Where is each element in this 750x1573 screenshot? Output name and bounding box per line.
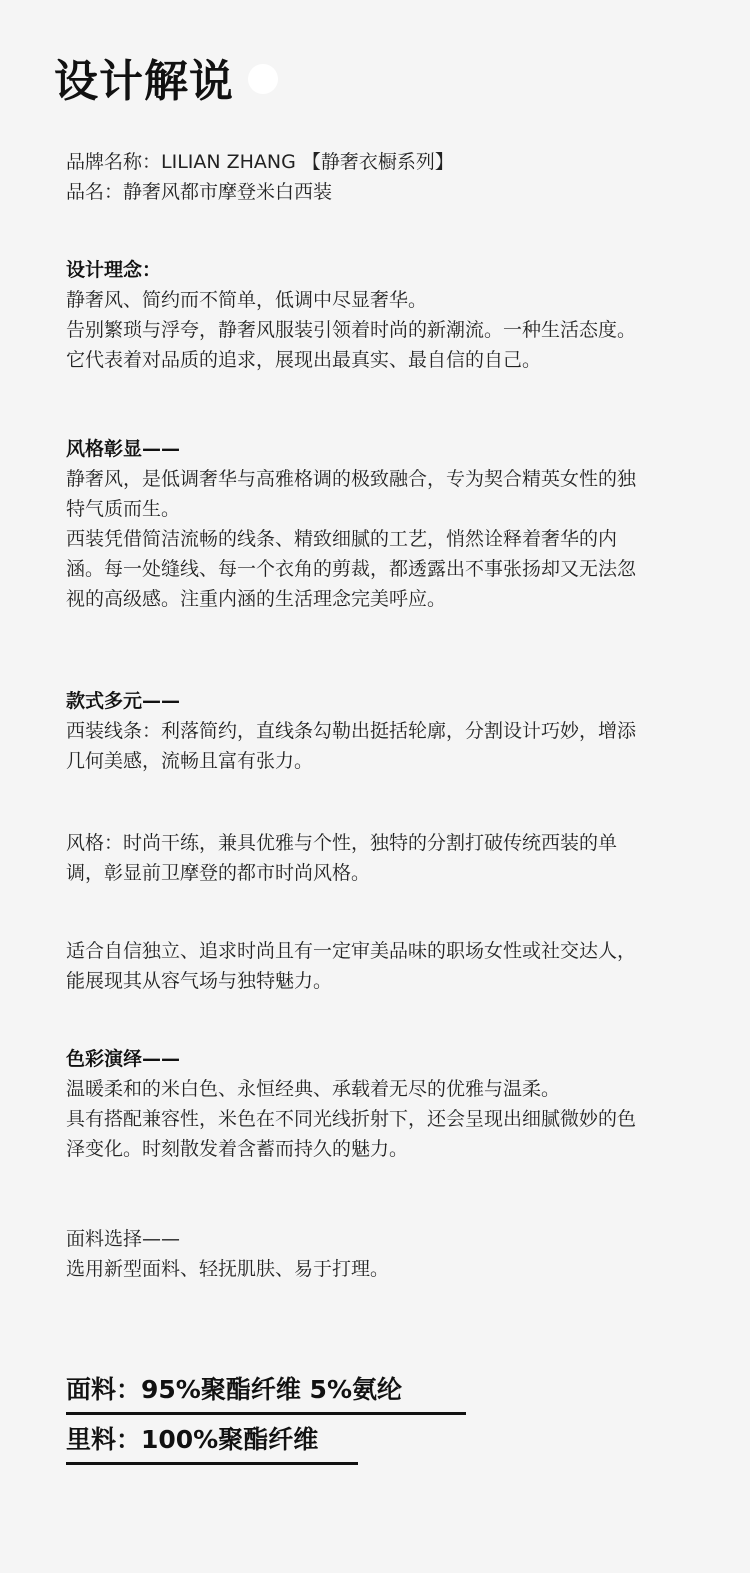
fabric-choice-heading: 面料选择—— — [66, 1228, 181, 1250]
design-concept-section — [66, 255, 726, 375]
style-heading: 风格彰显—— — [66, 438, 181, 460]
variety-style-paragraph — [66, 828, 726, 888]
title-dot-decoration — [248, 64, 278, 94]
paragraph-line: 静奢风，是低调奢华与高雅格调的极致融合，专为契合精英女性的独 — [66, 468, 637, 490]
paragraph: 静奢风、简约而不简单，低调中尽显奢华。 — [66, 289, 428, 311]
variety-audience-paragraph — [66, 936, 726, 996]
paragraph-line: 具有搭配兼容性，米色在不同光线折射下，还会呈现出细腻微妙的色 — [66, 1108, 637, 1130]
variety-section — [66, 686, 726, 776]
lining-fabric-composition: 里料：100%聚酯纤维 — [66, 1420, 358, 1465]
paragraph-line: 西装凭借简洁流畅的线条、精致细腻的工艺，悄然诠释着奢华的内 — [66, 528, 618, 550]
color-section — [66, 1044, 726, 1164]
paragraph-line: 几何美感，流畅且富有张力。 — [66, 750, 314, 772]
style-section — [66, 434, 726, 614]
paragraph-line: 温暖柔和的米白色、永恒经典、承载着无尽的优雅与温柔。 — [66, 1078, 561, 1100]
paragraph-line: 西装线条：利落简约，直线条勾勒出挺括轮廓，分割设计巧妙，增添 — [66, 720, 637, 742]
paragraph-line: 调，彰显前卫摩登的都市时尚风格。 — [66, 862, 371, 884]
paragraph-line: 涵。每一处缝线、每一个衣角的剪裁，都透露出不事张扬却又无法忽 — [66, 558, 637, 580]
design-concept-heading: 设计理念： — [66, 259, 162, 281]
brand-info — [66, 147, 726, 207]
color-heading: 色彩演绎—— — [66, 1048, 181, 1070]
paragraph-line: 泽变化。时刻散发着含蓄而持久的魅力。 — [66, 1138, 409, 1160]
paragraph-line: 视的高级感。注重内涵的生活理念完美呼应。 — [66, 588, 447, 610]
paragraph-line: 特气质而生。 — [66, 498, 181, 520]
paragraph-line: 风格：时尚干练，兼具优雅与个性，独特的分割打破传统西装的单 — [66, 832, 618, 854]
paragraph: 它代表着对品质的追求，展现出最真实、最自信的自己。 — [66, 349, 542, 371]
paragraph: 告别繁琐与浮夸，静奢风服装引领着时尚的新潮流。一种生活态度。 — [66, 319, 637, 341]
page-title: 设计解说 — [54, 56, 234, 107]
paragraph-line: 适合自信独立、追求时尚且有一定审美品味的职场女性或社交达人， — [66, 940, 637, 962]
title-area — [54, 52, 234, 112]
paragraph-line: 选用新型面料、轻抚肌肤、易于打理。 — [66, 1258, 390, 1280]
paragraph-line: 能展现其从容气场与独特魅力。 — [66, 970, 333, 992]
variety-heading: 款式多元—— — [66, 690, 181, 712]
brand-name-line: 品牌名称：LILIAN ZHANG 【静奢衣橱系列】 — [66, 151, 454, 173]
product-name-line: 品名：静奢风都市摩登米白西装 — [66, 181, 333, 203]
shell-fabric-composition: 面料：95%聚酯纤维 5%氨纶 — [66, 1370, 466, 1415]
fabric-choice-section — [66, 1224, 726, 1284]
